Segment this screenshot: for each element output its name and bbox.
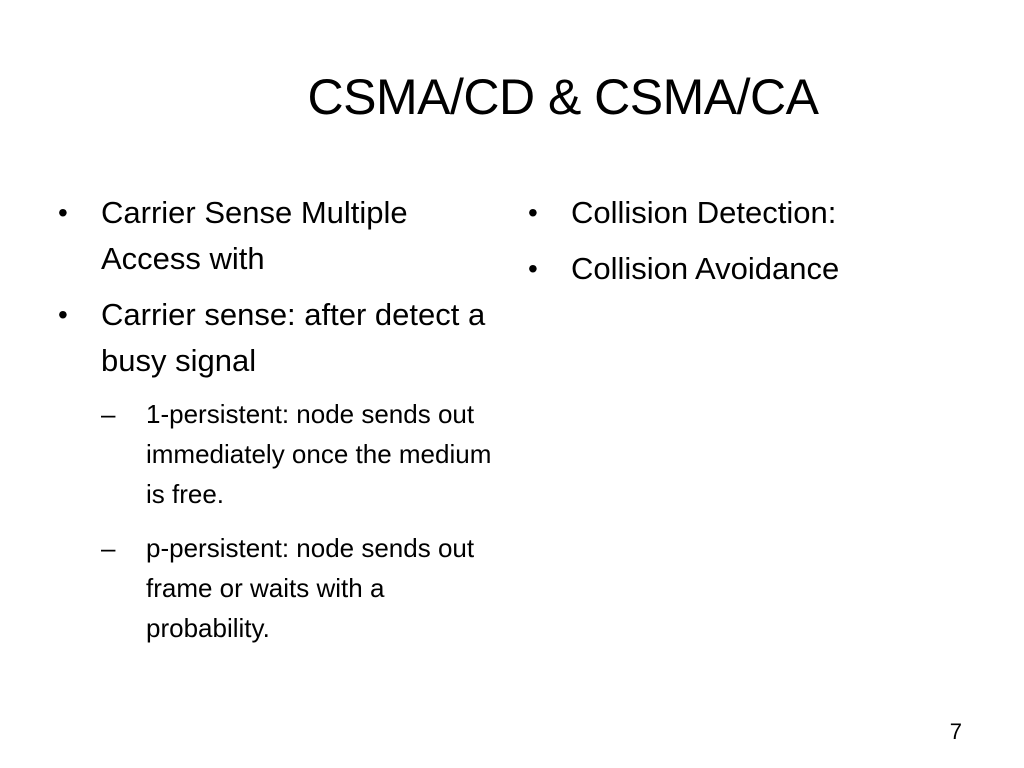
bullet-icon: •	[528, 253, 538, 284]
bullet-text: Collision Detection:	[571, 195, 837, 230]
right-column	[528, 190, 998, 302]
bullet-icon: •	[528, 197, 538, 228]
bullet-icon: •	[58, 299, 68, 330]
bullet-text: Collision Avoidance	[571, 251, 840, 286]
bullet-text: Carrier sense: after detect a busy signal	[101, 297, 486, 378]
sub-bullet-list	[58, 394, 500, 648]
sub-bullet-text: p-persistent: node sends out frame or waits with a probability.	[146, 533, 475, 643]
sub-bullet-item	[101, 528, 500, 648]
bullet-icon: •	[58, 197, 68, 228]
bullet-item	[58, 292, 500, 384]
sub-bullet-item	[101, 394, 500, 514]
bullet-item	[528, 190, 998, 236]
left-column	[58, 190, 500, 662]
dash-icon: –	[101, 399, 116, 429]
bullet-item	[58, 190, 500, 282]
bullet-item	[528, 246, 998, 292]
slide-title: CSMA/CD & CSMA/CA	[307, 69, 819, 125]
bullet-text: Carrier Sense Multiple Access with	[101, 195, 408, 276]
slide-number: 7	[949, 719, 962, 744]
sub-bullet-text: 1-persistent: node sends out immediately once the medium is free.	[146, 399, 492, 509]
dash-icon: –	[101, 533, 116, 563]
